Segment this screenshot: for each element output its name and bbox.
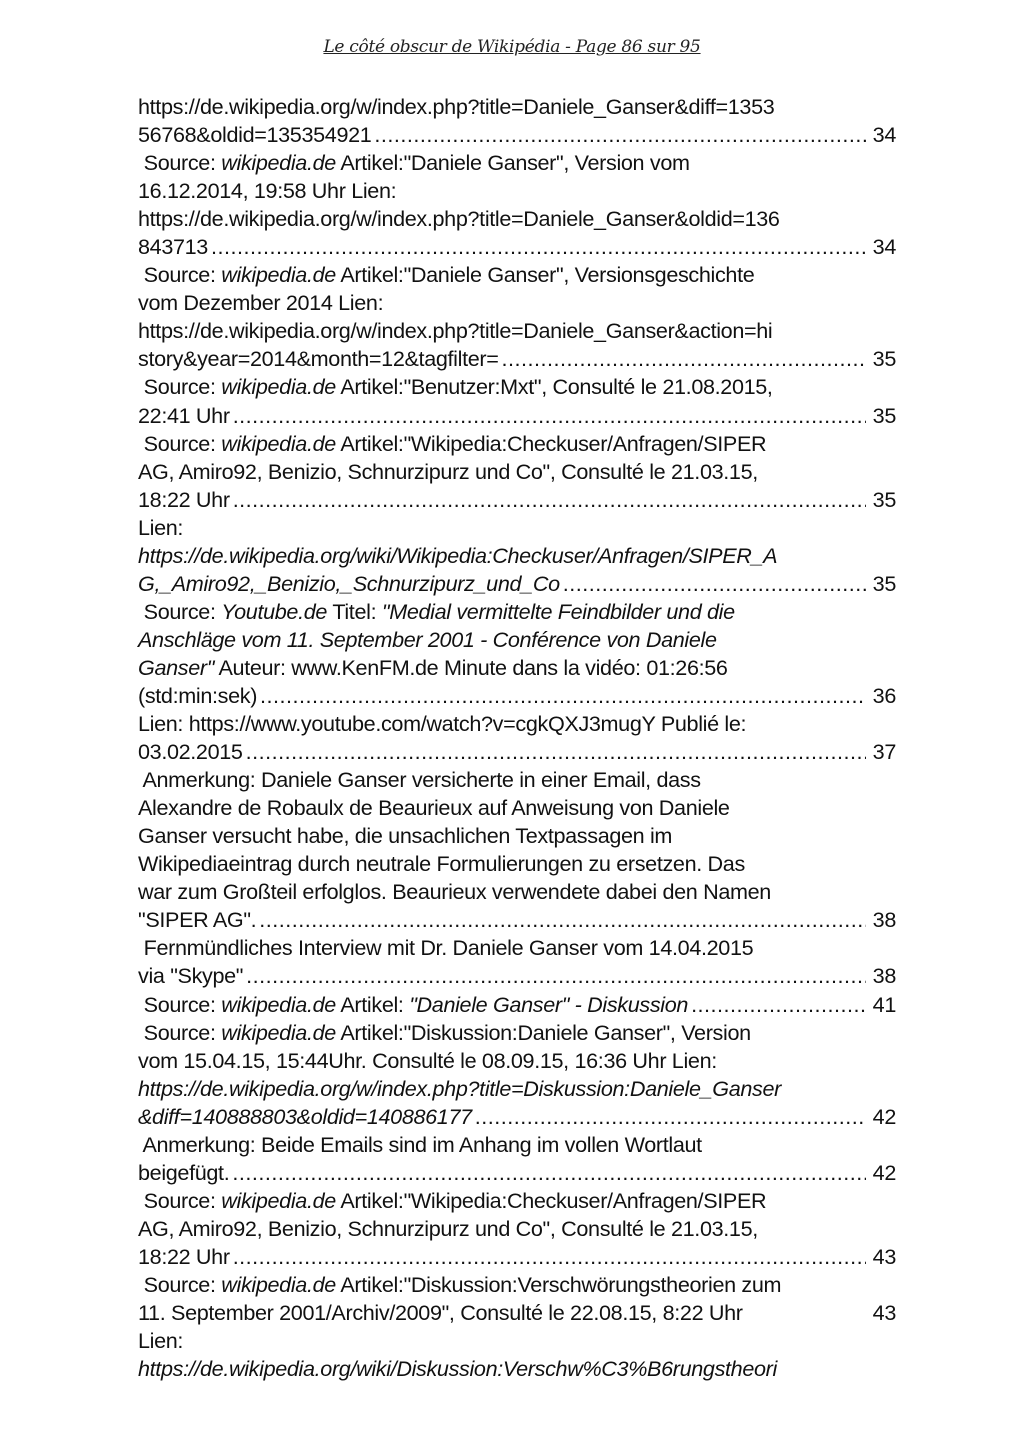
toc-line xyxy=(138,1243,896,1271)
italic-text: wikipedia.de xyxy=(221,150,336,176)
text-segment: https://de.wikipedia.org/w/index.php?title=Daniele_Ganser&diff=1353 xyxy=(138,94,775,119)
toc-line xyxy=(138,458,896,486)
text-segment: Alexandre de Robaulx de Beaurieux auf Anweisung von Daniele xyxy=(138,795,730,821)
dot-leader xyxy=(243,738,866,766)
toc-line-text xyxy=(138,1103,472,1131)
text-segment: Source: xyxy=(138,1187,222,1213)
toc-line-text xyxy=(138,654,728,682)
toc-line xyxy=(138,906,896,934)
page-number: 34 xyxy=(872,122,896,148)
toc-line xyxy=(138,822,896,850)
text-segment: Wikipediaeintrag durch neutrale Formulierungen zu ersetzen. Das xyxy=(138,851,745,877)
toc-line xyxy=(138,1271,896,1299)
toc-line xyxy=(138,710,896,738)
toc-line-text xyxy=(138,458,758,486)
toc-line-text xyxy=(138,850,745,878)
text-segment: beigefügt. xyxy=(138,1159,230,1185)
toc-line-text xyxy=(138,1355,777,1383)
toc-line xyxy=(138,1047,896,1075)
toc-line xyxy=(138,626,896,654)
italic-text: "Medial vermittelte Feindbilder und die xyxy=(381,598,735,624)
toc-line xyxy=(138,402,896,430)
toc-line-text xyxy=(138,1131,702,1159)
text-segment: Source: xyxy=(138,430,222,456)
toc-line-text xyxy=(138,542,777,570)
toc-line-text xyxy=(138,598,735,626)
toc-line xyxy=(138,1159,896,1187)
dot-leader xyxy=(229,1159,866,1187)
page-number: 35 xyxy=(872,402,896,428)
text-segment: 03.02.2015 xyxy=(138,739,243,765)
toc-line-text xyxy=(138,906,256,934)
text-segment: Source: xyxy=(138,150,222,176)
dot-leader xyxy=(371,121,866,149)
toc-line-text xyxy=(138,261,754,289)
italic-text: &diff=140888803&oldid=140886177 xyxy=(138,1103,472,1129)
toc-line xyxy=(138,1187,896,1215)
toc-line-text xyxy=(138,1159,229,1187)
text-segment: Source: xyxy=(138,991,222,1017)
italic-text: Anschläge vom 11. September 2001 - Conférence von Daniele xyxy=(138,626,717,652)
toc-line-text xyxy=(138,486,230,514)
dot-leader xyxy=(208,233,866,261)
page-number: 43 xyxy=(872,1300,896,1326)
page-number: 34 xyxy=(872,234,896,260)
toc-line xyxy=(138,598,896,626)
toc-line-text xyxy=(138,1327,183,1355)
page-number: 35 xyxy=(872,346,896,372)
text-segment: Auteur: www.KenFM.de Minute dans la vidéo: 01:26:56 xyxy=(214,654,728,680)
toc-line-text xyxy=(138,570,560,598)
page-number: 38 xyxy=(872,907,896,933)
toc-line xyxy=(138,1019,896,1047)
page-number: 43 xyxy=(872,1243,896,1269)
italic-text: Youtube.de xyxy=(221,598,328,624)
toc-line xyxy=(138,233,896,261)
toc-line-text xyxy=(138,1243,230,1271)
italic-text: G,_Amiro92,_Benizio,_Schnurzipurz_und_Co xyxy=(138,570,560,596)
dot-leader xyxy=(243,962,866,990)
italic-text: wikipedia.de xyxy=(221,1271,336,1297)
text-segment: story&year=2014&month=12&tagfilter= xyxy=(138,346,499,372)
text-segment: Artikel:"Diskussion:Daniele Ganser", Version xyxy=(335,1019,751,1045)
page-number: 42 xyxy=(872,1159,896,1185)
text-segment: Anmerkung: Beide Emails sind im Anhang im vollen Wortlaut xyxy=(138,1131,702,1157)
toc-line xyxy=(138,430,896,458)
page-number: 37 xyxy=(872,739,896,765)
toc-line xyxy=(138,93,896,121)
toc-line xyxy=(138,205,896,233)
toc-line xyxy=(138,1299,896,1327)
text-segment: "SIPER AG". xyxy=(138,907,257,933)
toc-line-text xyxy=(138,962,243,990)
toc-line-text xyxy=(138,93,774,121)
toc-line xyxy=(138,1215,896,1243)
toc-line xyxy=(138,934,896,962)
toc-line xyxy=(138,177,896,205)
text-segment: 11. September 2001/Archiv/2009", Consulté le 22.08.15, 8:22 Uhr xyxy=(138,1300,743,1326)
text-segment: https://de.wikipedia.org/w/index.php?title=Daniele_Ganser&oldid=136 xyxy=(138,206,780,232)
toc-line xyxy=(138,121,896,149)
text-segment: Anmerkung: Daniele Ganser versicherte in einer Email, dass xyxy=(138,767,701,793)
text-segment: Artikel:"Daniele Ganser", Version vom xyxy=(335,150,690,176)
toc-line-text xyxy=(138,710,746,738)
toc-line-text xyxy=(138,1019,751,1047)
toc-line xyxy=(138,317,896,345)
text-segment: https://de.wikipedia.org/w/index.php?title=Daniele_Ganser&action=hi xyxy=(138,318,773,344)
text-segment: Artikel: xyxy=(335,991,410,1017)
toc-line xyxy=(138,345,896,373)
dot-leader xyxy=(230,402,866,430)
page-number: 41 xyxy=(872,991,896,1017)
text-segment: 22:41 Uhr xyxy=(138,402,230,428)
dot-leader xyxy=(256,906,866,934)
toc-line xyxy=(138,738,896,766)
text-segment: Artikel:"Benutzer:Mxt", Consulté le 21.08.2015, xyxy=(335,374,773,400)
toc-line xyxy=(138,850,896,878)
italic-text: https://de.wikipedia.org/wiki/Diskussion:Verschw%C3%B6rungstheori xyxy=(138,1356,777,1382)
italic-text: wikipedia.de xyxy=(221,430,336,456)
text-segment: 56768&oldid=135354921 xyxy=(138,122,372,148)
italic-text: wikipedia.de xyxy=(221,1187,336,1213)
text-segment: Artikel:"Wikipedia:Checkuser/Anfragen/SIPER xyxy=(335,430,767,456)
toc-line-text xyxy=(138,289,383,317)
toc-line-text xyxy=(138,345,498,373)
toc-line xyxy=(138,149,896,177)
toc-line xyxy=(138,261,896,289)
italic-text: Ganser" xyxy=(138,654,215,680)
text-segment: Artikel:"Diskussion:Verschwörungstheorien zum xyxy=(335,1271,782,1297)
toc-line-text xyxy=(138,1075,781,1103)
toc-line-text xyxy=(138,878,771,906)
italic-text: "Daniele Ganser" - Diskussion xyxy=(409,991,689,1017)
toc-line xyxy=(138,766,896,794)
text-segment: vom Dezember 2014 Lien: xyxy=(138,290,384,316)
text-segment: Ganser versucht habe, die unsachlichen Textpassagen im xyxy=(138,823,673,849)
text-segment: Lien: xyxy=(138,514,184,540)
italic-text: https://de.wikipedia.org/wiki/Wikipedia:Checkuser/Anfragen/SIPER_A xyxy=(138,542,778,568)
toc-line-text xyxy=(138,1047,717,1075)
text-segment: Lien: xyxy=(138,1328,184,1354)
text-segment: 843713 xyxy=(138,234,208,260)
text-segment: 16.12.2014, 19:58 Uhr Lien: xyxy=(138,178,397,204)
text-segment: Source: xyxy=(138,598,222,624)
italic-text: wikipedia.de xyxy=(221,991,336,1017)
text-segment: 18:22 Uhr xyxy=(138,486,230,512)
text-segment: war zum Großteil erfolglos. Beaurieux verwendete dabei den Namen xyxy=(138,879,771,905)
dot-leader xyxy=(230,1243,866,1271)
dot-leader xyxy=(688,991,866,1019)
toc-line-text xyxy=(138,822,672,850)
toc-line-text xyxy=(138,1187,766,1215)
toc-line-text xyxy=(138,626,717,654)
page-number: 35 xyxy=(872,570,896,596)
toc-line xyxy=(138,373,896,401)
toc-line xyxy=(138,991,896,1019)
toc-line xyxy=(138,514,896,542)
toc-line xyxy=(138,486,896,514)
toc-line-text xyxy=(138,738,243,766)
toc-line-text xyxy=(138,766,701,794)
toc-line-text xyxy=(138,794,730,822)
toc-line-text xyxy=(138,430,766,458)
italic-text: wikipedia.de xyxy=(221,374,336,400)
toc-line-text xyxy=(138,934,753,962)
toc-line xyxy=(138,1075,896,1103)
toc-line-text xyxy=(138,317,772,345)
toc-line xyxy=(138,1327,896,1355)
text-segment: Fernmündliches Interview mit Dr. Daniele Ganser vom 14.04.2015 xyxy=(138,935,754,961)
text-segment: Source: xyxy=(138,1271,222,1297)
page-number: 36 xyxy=(872,682,896,708)
text-segment: Source: xyxy=(138,1019,222,1045)
text-segment: 18:22 Uhr xyxy=(138,1243,230,1269)
toc-line-text xyxy=(138,233,208,261)
toc-line-text xyxy=(138,514,183,542)
dot-leader xyxy=(257,682,866,710)
toc-line-text xyxy=(138,121,371,149)
toc-line xyxy=(138,794,896,822)
toc-line-text xyxy=(138,682,257,710)
dot-leader xyxy=(560,570,866,598)
text-segment: Lien: https://www.youtube.com/watch?v=cgkQXJ3mugY Publié le: xyxy=(138,711,747,737)
toc-line xyxy=(138,1355,896,1383)
dot-leader xyxy=(472,1103,866,1131)
text-segment: Source: xyxy=(138,374,222,400)
text-segment: AG, Amiro92, Benizio, Schnurzipurz und Co", Consulté le 21.03.15, xyxy=(138,1215,758,1241)
text-segment: via "Skype" xyxy=(138,963,244,989)
toc-line xyxy=(138,570,896,598)
toc-line-text xyxy=(138,373,773,401)
text-segment: Source: xyxy=(138,262,222,288)
toc-line xyxy=(138,1131,896,1159)
toc-line xyxy=(138,878,896,906)
toc-line-text xyxy=(138,1215,758,1243)
toc-line-text xyxy=(138,177,396,205)
text-segment: (std:min:sek) xyxy=(138,682,258,708)
toc-line-text xyxy=(138,205,780,233)
toc-line-text xyxy=(138,149,690,177)
text-segment: Titel: xyxy=(327,598,382,624)
page-number: 38 xyxy=(872,963,896,989)
toc-line xyxy=(138,682,896,710)
page-header: Le côté obscur de Wikipédia - Page 86 sur 95 xyxy=(323,37,701,57)
table-of-contents-body xyxy=(138,93,896,1383)
page-number: 35 xyxy=(872,486,896,512)
dot-leader xyxy=(498,345,866,373)
toc-line xyxy=(138,542,896,570)
toc-line xyxy=(138,654,896,682)
dot-leader xyxy=(230,486,866,514)
italic-text: https://de.wikipedia.org/w/index.php?title=Diskussion:Daniele_Ganser xyxy=(138,1075,781,1101)
toc-line xyxy=(138,962,896,990)
toc-line xyxy=(138,289,896,317)
toc-line-text xyxy=(138,1271,781,1299)
text-segment: Artikel:"Wikipedia:Checkuser/Anfragen/SIPER xyxy=(335,1187,767,1213)
text-segment: vom 15.04.15, 15:44Uhr. Consulté le 08.09.15, 16:36 Uhr Lien: xyxy=(138,1047,717,1073)
text-segment: Artikel:"Daniele Ganser", Versionsgeschichte xyxy=(335,262,755,288)
page-number: 42 xyxy=(872,1103,896,1129)
toc-line-text xyxy=(138,991,688,1019)
toc-line-text xyxy=(138,1299,743,1327)
italic-text: wikipedia.de xyxy=(221,262,336,288)
toc-line-text xyxy=(138,402,230,430)
text-segment: AG, Amiro92, Benizio, Schnurzipurz und Co", Consulté le 21.03.15, xyxy=(138,458,758,484)
italic-text: wikipedia.de xyxy=(221,1019,336,1045)
toc-line xyxy=(138,1103,896,1131)
